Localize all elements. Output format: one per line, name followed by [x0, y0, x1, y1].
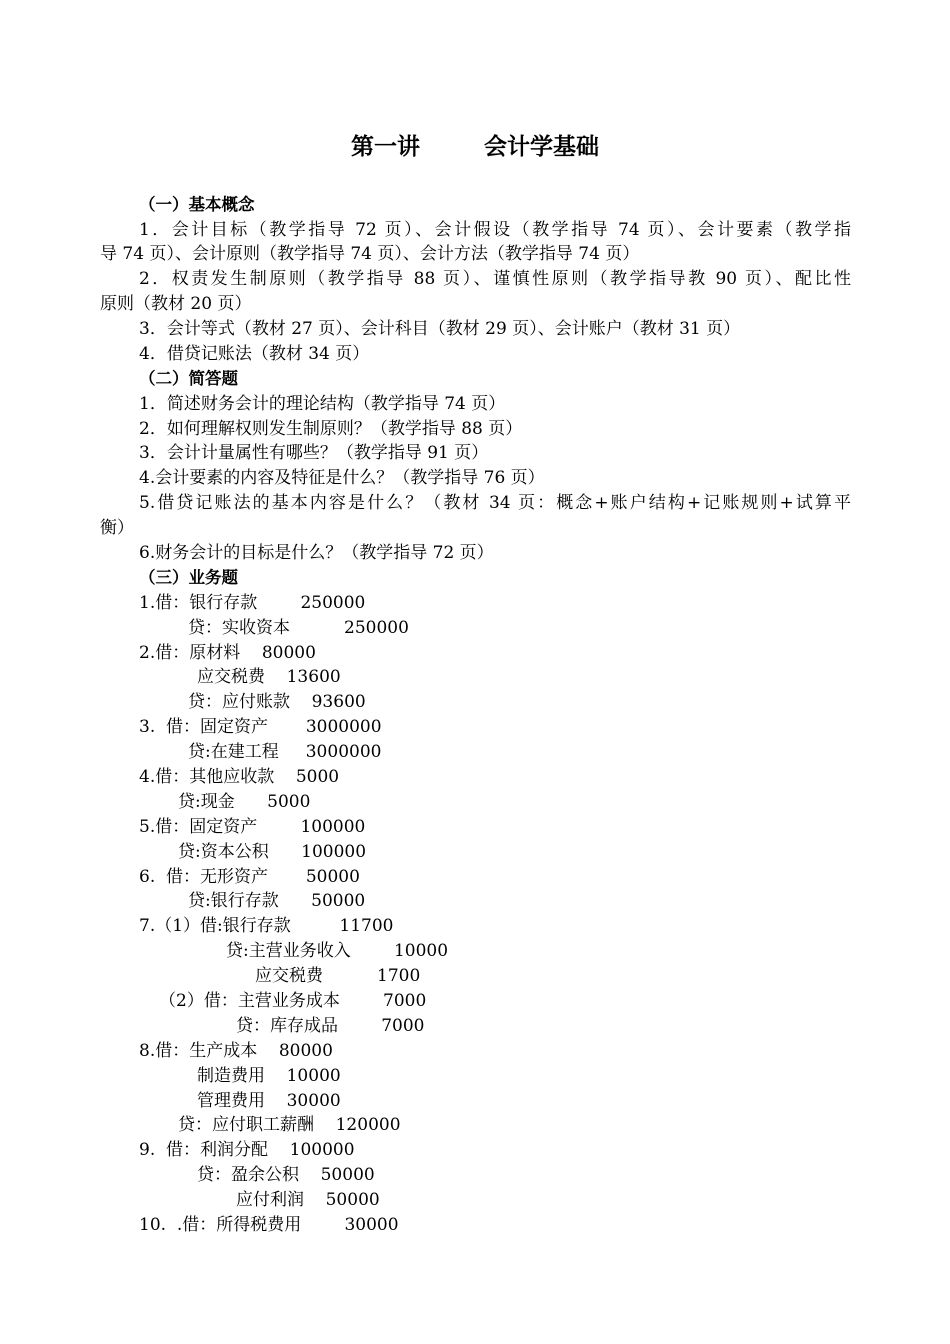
section-heading-basic-concepts: （一）基本概念	[139, 195, 255, 214]
journal-entry-line: 4.借：其他应收款 5000	[139, 767, 340, 787]
journal-entry-line: 贷:现金 5000	[178, 792, 311, 812]
journal-entry-line: 管理费用 30000	[197, 1091, 341, 1111]
list-item: 3．会计计量属性有哪些？（教学指导 91 页）	[139, 443, 489, 463]
list-item: 6.财务会计的目标是什么？（教学指导 72 页）	[139, 543, 494, 563]
journal-entry-line: 5.借：固定资产 100000	[139, 817, 366, 837]
journal-entry-line: 贷：盈余公积 50000	[197, 1165, 375, 1185]
list-item: 5.借贷记账法的基本内容是什么？（教材 34 页：概念+账户结构+记账规则+试算平	[139, 493, 851, 513]
journal-entry-line: 贷：应付职工薪酬 120000	[178, 1115, 401, 1135]
page-title: 第一讲 会计学基础	[350, 134, 600, 160]
journal-entry-line: 贷:资本公积 100000	[178, 842, 367, 862]
journal-entry-line: （2）借：主营业务成本 7000	[159, 991, 427, 1011]
journal-entry-line: 6. 借：无形资产 50000	[139, 867, 360, 887]
journal-entry-line: 制造费用 10000	[197, 1066, 341, 1086]
journal-entry-line: 贷：库存成品 7000	[236, 1016, 425, 1036]
journal-entry-line: 7.（1）借:银行存款 11700	[139, 916, 394, 936]
section-heading-short-answer: （二）简答题	[139, 369, 238, 388]
list-item: 1．会计目标（教学指导 72 页）、会计假设（教学指导 74 页）、会计要素（教学指	[139, 220, 851, 240]
journal-entry-line: 1.借：银行存款 250000	[139, 593, 366, 613]
journal-entry-line: 贷:在建工程 3000000	[188, 742, 382, 762]
list-item: 4．借贷记账法（教材 34 页）	[139, 344, 370, 364]
list-item-continuation: 衡）	[100, 518, 134, 538]
list-item-continuation: 原则（教材 20 页）	[100, 294, 252, 314]
list-item: 2．如何理解权则发生制原则？（教学指导 88 页）	[139, 419, 523, 439]
list-item-continuation: 导 74 页）、会计原则（教学指导 74 页）、会计方法（教学指导 74 页）	[100, 244, 640, 264]
journal-entry-line: 2.借：原材料 80000	[139, 643, 316, 663]
journal-entry-line: 贷：实收资本 250000	[188, 618, 409, 638]
journal-entry-line: 应交税费 1700	[255, 966, 421, 986]
journal-entry-line: 应付利润 50000	[236, 1190, 380, 1210]
journal-entry-line: 10. .借：所得税费用 30000	[139, 1215, 399, 1235]
section-heading-business-problems: （三）业务题	[139, 568, 238, 587]
journal-entry-line: 应交税费 13600	[197, 667, 341, 687]
list-item: 4.会计要素的内容及特征是什么？（教学指导 76 页）	[139, 468, 545, 488]
journal-entry-line: 3. 借：固定资产 3000000	[139, 717, 382, 737]
journal-entry-line: 8.借：生产成本 80000	[139, 1041, 333, 1061]
journal-entry-line: 贷:银行存款 50000	[188, 891, 366, 911]
journal-entry-line: 9. 借：利润分配 100000	[139, 1140, 355, 1160]
journal-entry-line: 贷：应付账款 93600	[188, 692, 366, 712]
list-item: 3．会计等式（教材 27 页）、会计科目（教材 29 页）、会计账户（教材 31 页）	[139, 319, 741, 339]
journal-entry-line: 贷:主营业务收入 10000	[226, 941, 449, 961]
list-item: 1．简述财务会计的理论结构（教学指导 74 页）	[139, 394, 506, 414]
list-item: 2．权责发生制原则（教学指导 88 页）、谨慎性原则（教学指导教 90 页）、配比性	[139, 269, 851, 289]
